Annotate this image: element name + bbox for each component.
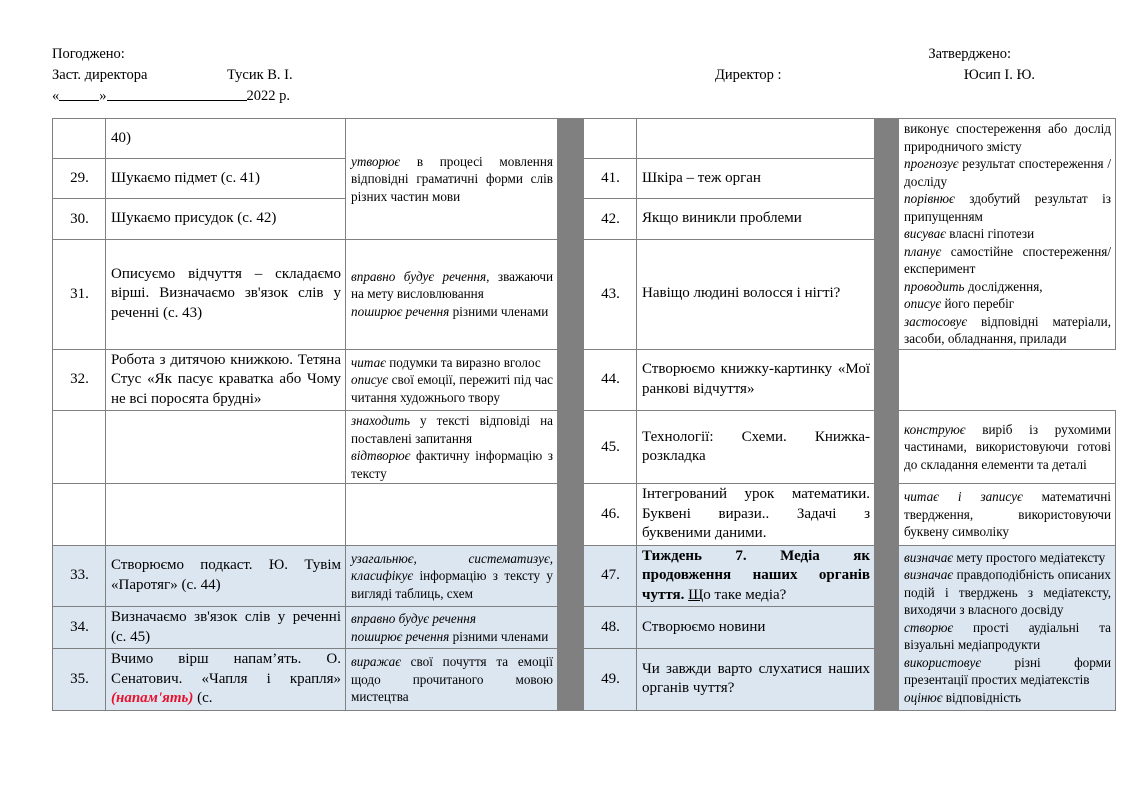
desc-line (351, 303, 553, 321)
desc-text: виріб із рухомими частинами, використовуючи готові до складання елементи та деталі (904, 421, 1111, 472)
desc-verb: визначає (904, 567, 954, 583)
desc-text: власні гіпотези (945, 226, 1035, 241)
deputy-director-row (52, 65, 293, 86)
right-row-number: 44. (584, 349, 637, 411)
desc-line (904, 120, 1111, 155)
desc-line (351, 653, 553, 706)
desc-text: в процесі мовлення відповідні граматичні форми слів різних частин мови (351, 153, 553, 204)
desc-line (904, 243, 1111, 278)
left-row-description (346, 349, 558, 411)
director-role-label: Директор : (715, 67, 782, 83)
approved-left-label: Погоджено: (52, 46, 125, 62)
director-row (715, 65, 1095, 86)
left-row-topic (106, 411, 346, 484)
right-row-topic: Навіщо людині волосся і нігті? (637, 239, 875, 349)
desc-line (351, 610, 553, 628)
director-name-label: Юсип І. Ю. (963, 67, 1035, 83)
topic-rest-text: о таке медіа? (703, 586, 787, 603)
right-row-number (584, 119, 637, 159)
right-row-topic: Чи завжди варто слухатися наших органів чуття? (637, 649, 875, 711)
desc-text: результат спостереження / досліду (904, 156, 1111, 189)
left-row-topic: 40) (106, 119, 346, 159)
desc-text: здобутий результат із припущенням (904, 191, 1111, 224)
desc-text: свої емоції, пережиті під час читання художнього твору (351, 372, 553, 405)
desc-verb: читає (351, 354, 386, 370)
desc-verb: проводить (904, 278, 965, 294)
desc-verb: читає і записує (904, 489, 1023, 504)
desc-text: свої почуття та емоції щодо прочитаного мовою мистецтва (351, 654, 553, 704)
desc-line (904, 313, 1111, 348)
left-row-number: 30. (53, 199, 106, 239)
desc-text: відповідні матеріали, засоби, обладнання, прилади (904, 313, 1111, 346)
left-row-number: 34. (53, 607, 106, 649)
column-separator-right (875, 119, 899, 711)
left-row-number: 32. (53, 349, 106, 411)
left-row-description (346, 411, 558, 484)
right-row-description (899, 411, 1116, 484)
left-row-number (53, 411, 106, 484)
right-row-number: 42. (584, 199, 637, 239)
table-row (53, 411, 1116, 484)
right-row-number: 43. (584, 239, 637, 349)
date-line-row (52, 86, 293, 107)
desc-text: інформацію з тексту у вигляді таблиць, схем (351, 568, 553, 601)
left-row-topic: Робота з дитячою книжкою. Тетяна Стус «Як пасує краватка або Чому не всі поросята брудні» (106, 349, 346, 411)
left-row-number: 29. (53, 159, 106, 199)
desc-line (904, 654, 1111, 689)
desc-text: різними членами (449, 628, 549, 644)
right-row-topic: Шкіра – теж орган (637, 159, 875, 199)
desc-line (904, 421, 1111, 474)
right-row-number: 46. (584, 484, 637, 546)
deputy-role-label: Заст. директора (52, 67, 148, 83)
right-row-description (899, 545, 1116, 710)
desc-line (351, 268, 553, 303)
desc-verb: знаходить (351, 413, 411, 428)
right-row-topic (637, 119, 875, 159)
desc-line (904, 190, 1111, 225)
desc-line (351, 412, 553, 447)
desc-text: його перебіг (941, 296, 1015, 311)
document-header (52, 44, 1095, 106)
left-row-description (346, 484, 558, 546)
left-row-number: 35. (53, 649, 106, 711)
desc-text: виконує спостереження або дослід природничого змісту (904, 121, 1111, 154)
desc-line (351, 371, 553, 406)
left-row-topic: Визначаємо зв'язок слів у реченні (с. 45) (106, 607, 346, 649)
desc-verb: утворює (351, 153, 401, 169)
table-row (53, 119, 1116, 159)
right-row-number: 41. (584, 159, 637, 199)
desc-text: самостійне спостереження/ експеримент (904, 243, 1111, 276)
desc-text: дослідження, (964, 278, 1043, 294)
desc-line (351, 153, 553, 206)
desc-verb: виражає (351, 654, 401, 669)
desc-text: зважаючи на мету висловлювання (351, 268, 554, 302)
desc-line (904, 225, 1111, 243)
desc-line (351, 550, 553, 603)
right-row-topic: Технології: Схеми. Книжка-розкладка (637, 411, 875, 484)
topic-text-part2: (с. (193, 690, 213, 706)
desc-verb: прогнозує (904, 156, 959, 171)
desc-text: мету простого медіатексту (953, 549, 1106, 565)
desc-line (904, 619, 1111, 654)
table-row (53, 349, 1116, 411)
desc-line (904, 549, 1111, 567)
left-row-number (53, 484, 106, 546)
right-row-topic: Інтегрований урок математики. Буквені вирази.. Задачі з буквеними даними. (637, 484, 875, 546)
desc-verb: поширює речення (351, 303, 450, 319)
date-month-blank (107, 88, 247, 101)
desc-line (904, 689, 1111, 707)
date-quote-close: » (99, 88, 107, 104)
right-row-number: 47. (584, 545, 637, 607)
header-right-block (715, 44, 1095, 86)
desc-text: правдоподібність описаних подій і тверджень з медіатексту, виходячи з власного досвіду (904, 567, 1111, 618)
desc-verb: планує (904, 243, 942, 259)
left-row-description (346, 607, 558, 649)
desc-line (351, 447, 553, 482)
left-row-description (346, 649, 558, 711)
desc-text: у тексті відповіді на поставлені запитання (351, 413, 553, 446)
left-row-number: 31. (53, 239, 106, 349)
left-row-number (53, 119, 106, 159)
right-row-topic (637, 545, 875, 607)
left-row-topic: Описуємо відчуття – складаємо вірші. Визначаємо зв'язок слів у реченні (с. 43) (106, 239, 346, 349)
desc-verb: описує (351, 372, 389, 387)
right-row-description (899, 119, 1116, 350)
left-row-description (346, 239, 558, 349)
lesson-plan-table (52, 118, 1116, 711)
date-quote-open: « (52, 88, 60, 104)
date-day-blank (59, 88, 99, 101)
desc-verb: поширює речення (351, 628, 450, 644)
right-row-number: 45. (584, 411, 637, 484)
left-row-topic (106, 484, 346, 546)
desc-verb: конструює (904, 421, 966, 437)
right-row-topic: Створюємо новини (637, 607, 875, 649)
left-row-topic: Шукаємо підмет (с. 41) (106, 159, 346, 199)
desc-text: відповідність (942, 689, 1021, 705)
desc-verb: відтворює (351, 448, 411, 463)
desc-verb: висуває (904, 226, 946, 241)
desc-line (904, 295, 1111, 313)
desc-line (351, 354, 553, 372)
desc-line (904, 566, 1111, 619)
table-row (53, 545, 1116, 607)
header-left-block (52, 44, 293, 107)
desc-verb: описує (904, 296, 942, 311)
right-row-number: 48. (584, 607, 637, 649)
desc-text: різні форми презентації простих медіатекстів (904, 654, 1111, 688)
left-row-topic: Шукаємо присудок (с. 42) (106, 199, 346, 239)
right-row-topic: Створюємо книжку-картинку «Мої ранкові відчуття» (637, 349, 875, 411)
desc-verb: використовує (904, 654, 982, 670)
memorize-note-label: (напам'ять) (111, 690, 194, 706)
desc-text: математичні твердження, використовуючи буквену символіку (904, 489, 1112, 539)
desc-verb: створює (904, 619, 954, 635)
date-year-label: 2022 р. (246, 88, 290, 104)
desc-verb: порівнює (904, 191, 955, 206)
desc-line (904, 155, 1111, 190)
left-row-number: 33. (53, 545, 106, 607)
desc-verb: вправно будує речення, (351, 268, 490, 284)
desc-verb: оцінює (904, 689, 943, 705)
desc-verb: застосовує (904, 313, 968, 329)
desc-text: прості аудіальні та візуальні медіапродукти (904, 619, 1111, 653)
column-separator-left (558, 119, 584, 711)
desc-text: фактичну інформацію з тексту (351, 448, 553, 481)
approved-right-label: Затверджено: (928, 46, 1011, 62)
right-row-number: 49. (584, 649, 637, 711)
topic-underlined-initial: Щ (688, 586, 704, 603)
right-row-description (899, 484, 1116, 546)
left-row-topic (106, 649, 346, 711)
left-row-description (346, 545, 558, 607)
left-row-description (346, 119, 558, 240)
desc-line (904, 488, 1111, 541)
deputy-name-label: Тусик В. І. (227, 67, 293, 83)
topic-text-part1: Вчимо вірш напам’ять. О. Сенатович. «Чапля і крапля» (111, 651, 341, 687)
table-body (53, 119, 1116, 711)
desc-text: подумки та виразно вголос (385, 354, 541, 370)
desc-verb: визначає (904, 549, 954, 565)
desc-line (904, 278, 1111, 296)
desc-line (351, 628, 553, 646)
right-row-topic: Якщо виникли проблеми (637, 199, 875, 239)
left-row-topic: Створюємо подкаст. Ю. Тувім «Паротяг» (с. 44) (106, 545, 346, 607)
desc-text: різними членами (449, 303, 549, 319)
desc-verb: узагальнює, систематизує, класифікує (351, 550, 553, 583)
desc-verb: вправно будує речення (351, 611, 476, 626)
table-row (53, 484, 1116, 546)
week-heading-label: Тиждень 7. Медіа як продовження наших органів чуття. (642, 547, 870, 603)
